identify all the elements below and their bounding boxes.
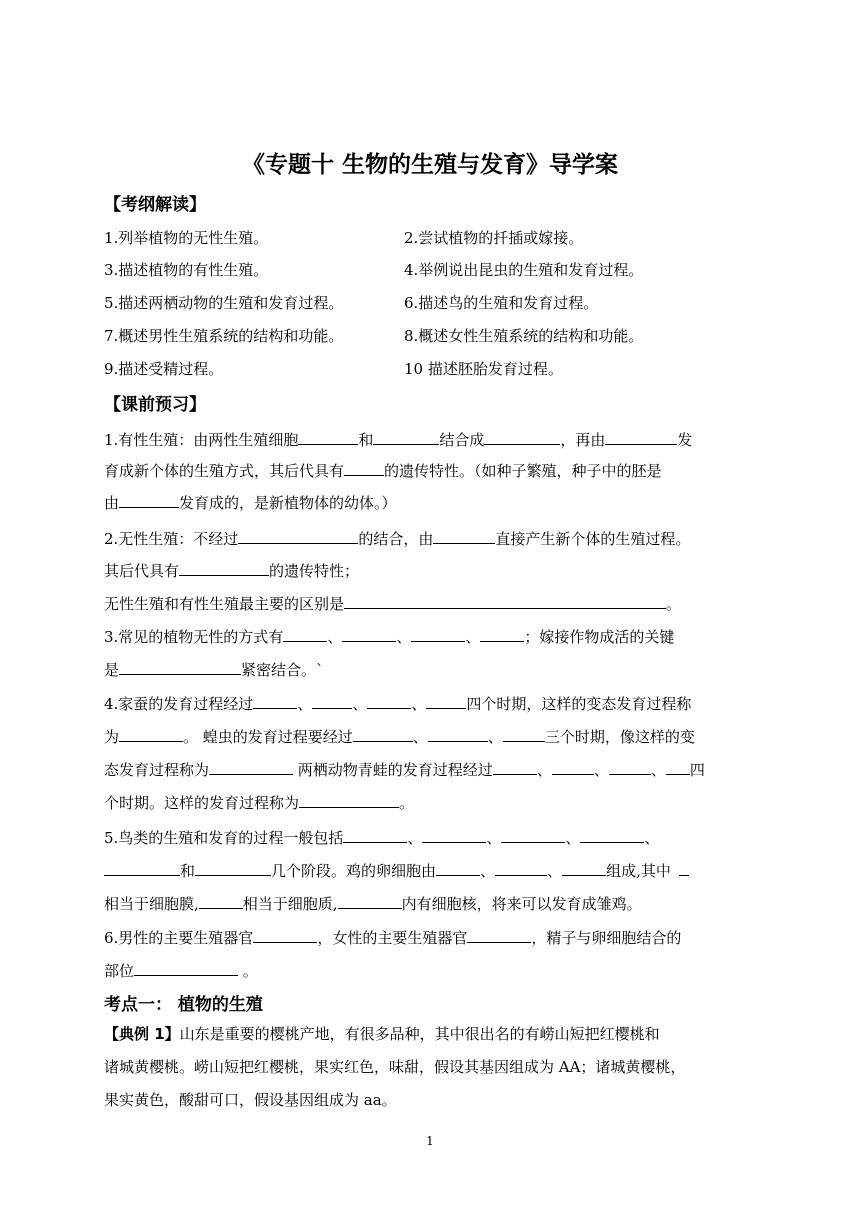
text: 结合成 <box>439 431 485 449</box>
outline-item: 5.描述两栖动物的生殖和发育过程。 <box>104 294 344 312</box>
fill-blank <box>238 527 358 544</box>
fill-blank <box>580 826 644 843</box>
text: 、 <box>536 761 552 779</box>
example-line-2: 诸城黄樱桃。崂山短把红樱桃，果实红色，味甜，假设其基因组成为 AA；诸城黄樱桃， <box>104 1058 686 1076</box>
q3-line-2 <box>104 658 756 680</box>
fill-blank <box>609 758 651 775</box>
outline-header: 【考纲解读】 <box>104 195 206 215</box>
text: 无性生殖和有性生殖最主要的区别是 <box>104 595 345 613</box>
text: 6.男性的主要生殖器官 <box>104 929 254 947</box>
fill-blank <box>426 692 466 709</box>
text: 、 <box>644 829 660 847</box>
fill-blank <box>119 725 183 742</box>
text: 育成新个体的生殖方式，其后代具有 <box>104 462 345 480</box>
fill-blank <box>552 758 594 775</box>
q2-line-1 <box>104 527 756 549</box>
fill-blank <box>119 658 241 675</box>
text: 的结合，由 <box>358 530 434 548</box>
text: 内有细胞核，将来可以发育成雏鸡。 <box>401 895 642 913</box>
q6-line-2 <box>104 959 756 981</box>
q5-line-1 <box>104 826 756 848</box>
fill-blank <box>253 692 297 709</box>
text: 、 <box>565 829 581 847</box>
text: 个时期。这样的发育过程称为 <box>104 794 300 812</box>
fill-blank <box>342 625 396 642</box>
text: 、 <box>480 862 496 880</box>
fill-blank <box>484 428 560 445</box>
text: 三个时期，像这样的变 <box>544 728 695 746</box>
q1-line-1 <box>104 428 756 450</box>
text: 由 <box>104 494 120 512</box>
fill-blank <box>299 791 399 808</box>
q4-line-2 <box>104 725 756 747</box>
text: 两栖动物青蛙的发育过程经过 <box>293 761 493 779</box>
fill-blank <box>373 428 439 445</box>
text: 的遗传特性； <box>269 562 360 580</box>
q1-line-2 <box>104 459 756 481</box>
text: 、 <box>650 761 666 779</box>
page-number: 1 <box>426 1134 434 1148</box>
text: 直接产生新个体的生殖过程。 <box>495 530 691 548</box>
text: 、 <box>407 829 423 847</box>
text: 。 <box>238 962 258 980</box>
fill-blank <box>119 491 179 508</box>
fill-blank <box>195 859 271 876</box>
q2-line-3 <box>104 592 756 614</box>
text: 是 <box>104 661 120 679</box>
text: 部位 <box>104 962 135 980</box>
fill-blank <box>605 428 677 445</box>
fill-blank <box>428 725 488 742</box>
fill-blank <box>179 559 269 576</box>
q5-line-2 <box>104 859 756 881</box>
fill-blank <box>367 692 411 709</box>
text: 、 <box>327 628 343 646</box>
preview-header: 【课前预习】 <box>104 395 206 415</box>
fill-blank <box>344 459 384 476</box>
text: 、 <box>487 728 503 746</box>
text: 和 <box>180 862 196 880</box>
q4-line-3 <box>104 758 756 780</box>
fill-blank <box>495 859 547 876</box>
fill-blank <box>104 859 180 876</box>
example-label: 【典例 1】 <box>104 1025 180 1043</box>
text: 、 <box>352 695 368 713</box>
text: 。 <box>666 595 682 613</box>
fill-blank <box>501 826 565 843</box>
fill-blank <box>338 892 402 909</box>
fill-blank <box>353 725 413 742</box>
text: ，女性的主要生殖器官 <box>317 929 468 947</box>
fill-blank <box>422 826 486 843</box>
outline-item: 7.概述男性生殖系统的结构和功能。 <box>104 327 344 345</box>
text: 的遗传特性。（如种子繁殖，种子中的胚是 <box>384 462 662 480</box>
example-line-1 <box>104 1024 756 1044</box>
fill-blank <box>134 959 238 976</box>
fill-blank <box>480 625 524 642</box>
fill-blank <box>298 428 358 445</box>
page-title: 《专题十 生物的生殖与发育》导学案 <box>241 152 618 178</box>
text: 为 <box>104 728 120 746</box>
text: 相当于细胞质, <box>242 895 338 913</box>
text: ，精子与卵细胞结合的 <box>531 929 682 947</box>
outline-item: 8.概述女性生殖系统的结构和功能。 <box>404 327 644 345</box>
fill-blank <box>344 592 666 609</box>
outline-item: 9.描述受精过程。 <box>104 360 224 378</box>
outline-item: 10 描述胚胎发育过程。 <box>404 360 563 378</box>
fill-blank <box>503 725 545 742</box>
text: 、 <box>411 695 427 713</box>
text: 2.无性生殖：不经过 <box>104 530 239 548</box>
fill-blank <box>411 625 465 642</box>
kaodian-header: 考点一： 植物的生殖 <box>104 995 263 1015</box>
text: 紧密结合。` <box>241 661 324 679</box>
text: 。 蝗虫的发育过程要经过 <box>183 728 353 746</box>
text: 、 <box>593 761 609 779</box>
text: 、 <box>486 829 502 847</box>
outline-item: 6.描述鸟的生殖和发育过程。 <box>404 294 599 312</box>
text: 。 <box>399 794 415 812</box>
q2-line-2 <box>104 559 756 581</box>
text: 四 <box>689 761 705 779</box>
text: 发 <box>677 431 693 449</box>
text: ；嫁接作物成活的关键 <box>524 628 675 646</box>
fill-blank <box>199 892 243 909</box>
fill-blank <box>679 859 689 876</box>
text: 5.鸟类的生殖和发育的过程一般包括 <box>104 829 344 847</box>
text: 、 <box>297 695 313 713</box>
text: 相当于细胞膜, <box>104 895 199 913</box>
text: 、 <box>396 628 412 646</box>
text: 几个阶段。鸡的卵细胞由 <box>271 862 437 880</box>
fill-blank <box>433 527 495 544</box>
text: 四个时期，这样的变态发育过程称 <box>466 695 692 713</box>
fill-blank <box>312 692 352 709</box>
fill-blank <box>562 859 606 876</box>
fill-blank <box>436 859 480 876</box>
text: 3.常见的植物无性的方式有 <box>104 628 284 646</box>
q6-line-1 <box>104 926 756 948</box>
text: 山东是重要的樱桃产地，有很多品种，其中很出名的有崂山短把红樱桃和 <box>179 1025 660 1043</box>
outline-item: 3.描述植物的有性生殖。 <box>104 261 269 279</box>
text: 4.家蚕的发育过程经过 <box>104 695 254 713</box>
fill-blank <box>209 758 293 775</box>
text: 、 <box>465 628 481 646</box>
text: 1.有性生殖：由两性生殖细胞 <box>104 431 299 449</box>
example-line-3: 果实黄色，酸甜可口，假设基因组成为 aa。 <box>104 1091 397 1109</box>
outline-item: 2.尝试植物的扦插或嫁接。 <box>404 229 584 247</box>
fill-blank <box>493 758 537 775</box>
fill-blank <box>343 826 407 843</box>
text: 其后代具有 <box>104 562 180 580</box>
q5-line-3 <box>104 892 756 914</box>
text: 和 <box>358 431 374 449</box>
q4-line-4 <box>104 791 756 813</box>
outline-item: 4.举例说出昆虫的生殖和发育过程。 <box>404 261 644 279</box>
fill-blank <box>666 758 690 775</box>
text: 组成,其中 <box>606 862 671 880</box>
fill-blank <box>283 625 327 642</box>
text: 、 <box>547 862 563 880</box>
q1-line-3 <box>104 491 756 513</box>
fill-blank <box>467 926 531 943</box>
text: 、 <box>412 728 428 746</box>
fill-blank <box>253 926 317 943</box>
q4-line-1 <box>104 692 756 714</box>
text: 发育成的，是新植物体的幼体。） <box>179 494 397 512</box>
text: ，再由 <box>560 431 606 449</box>
q3-line-1 <box>104 625 756 647</box>
outline-item: 1.列举植物的无性生殖。 <box>104 229 269 247</box>
text: 态发育过程称为 <box>104 761 210 779</box>
